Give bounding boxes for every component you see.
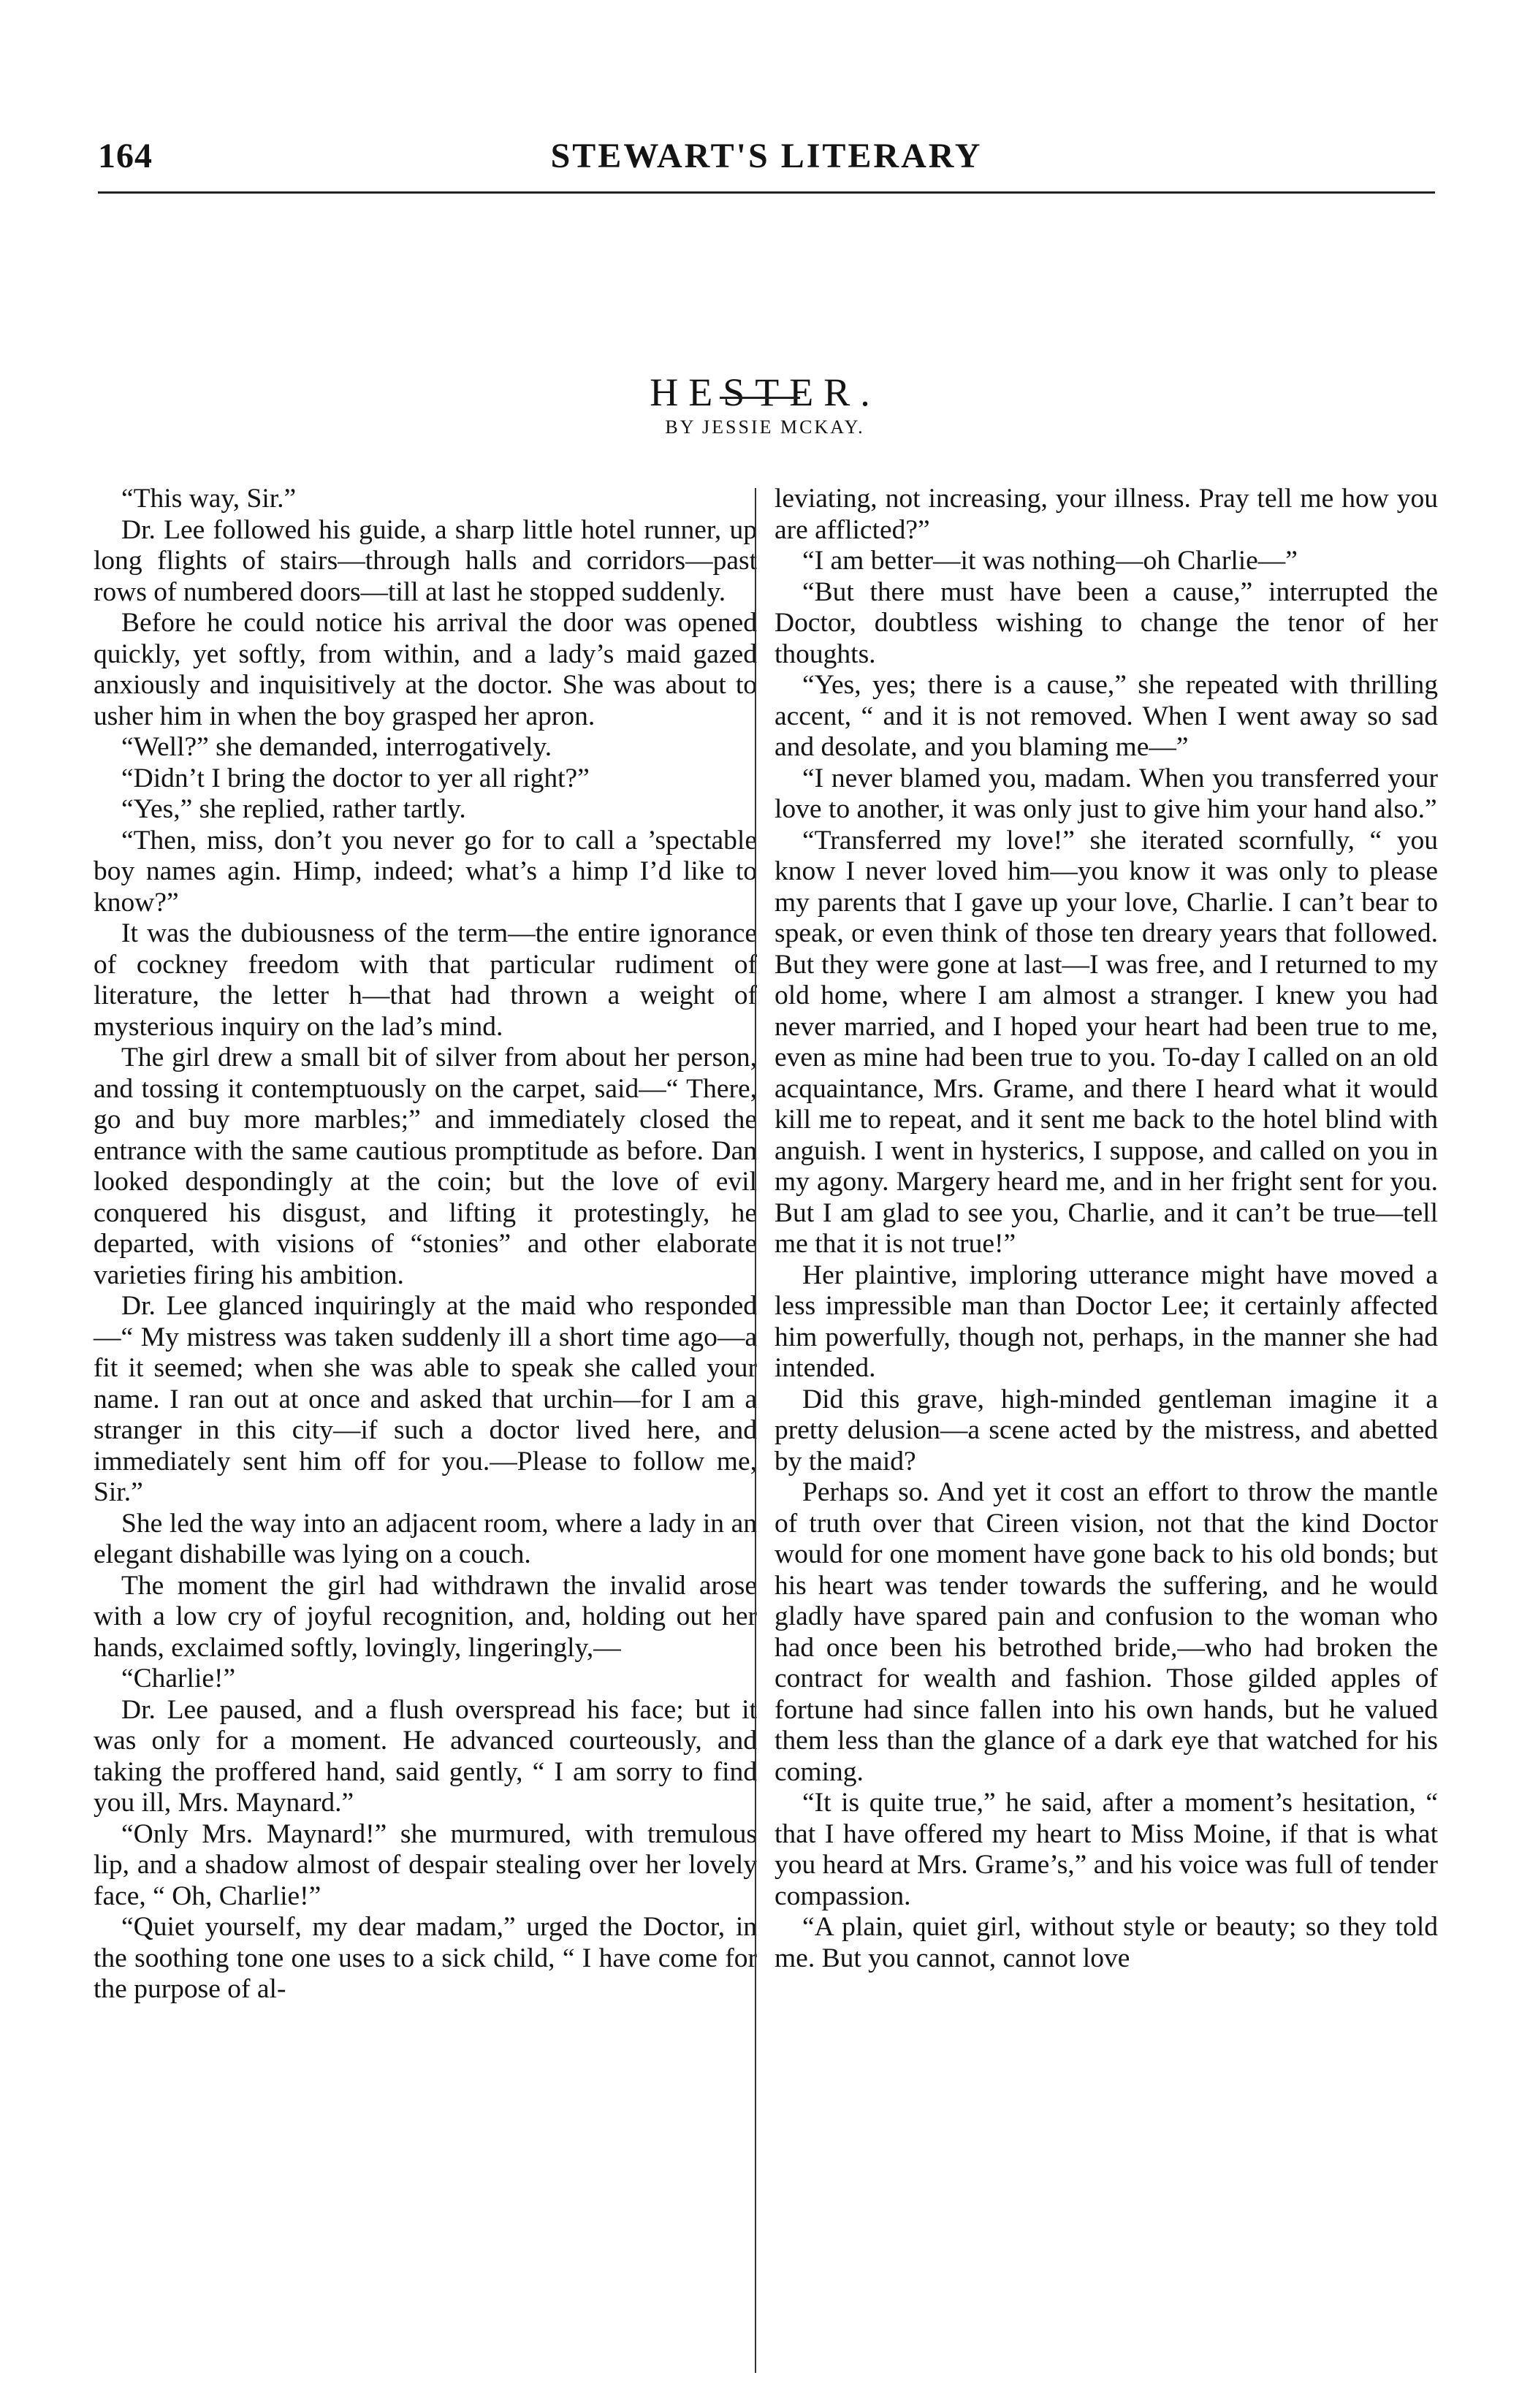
paragraph: Before he could notice his arrival the door was opened quickly, yet softly, from within, and a lady’s maid gazed anxiously and inquisitively at the doctor. She was about to usher him in when the boy grasped her apron.: [94, 608, 757, 731]
paragraph: Her plaintive, imploring utterance might have moved a less impressible man than Doctor Lee; it certainly affected him powerfully, though not, perhaps, in the manner she had intended.: [774, 1260, 1438, 1383]
running-head: [98, 130, 1435, 181]
paragraph: Dr. Lee glanced inquiringly at the maid who responded—“ My mistress was taken suddenly ill a short time ago—a fit it seemed; when she was able to speak she called your name. I ran out at once and asked that urchin—for I am a stranger in this city—if such a doctor lived here, and immediately sent him off for you.—Please to follow me, Sir.”: [94, 1291, 757, 1507]
paragraph: The girl drew a small bit of silver from about her person, and tossing it contemptuously on the carpet, said—“ There, go and buy more marbles;” and immediately closed the entrance with the same cautious promptitude as before. Dan looked despondingly at the coin; but the love of evil conquered his disgust, and lifting it protestingly, he departed, with visions of “stonies” and other elaborate varieties firing his ambition.: [94, 1043, 757, 1290]
paragraph: “It is quite true,” he said, after a moment’s hesitation, “ that I have offered my heart to Miss Moine, if that is what you heard at Mrs. Grame’s,” and his voice was full of tender compassion.: [774, 1788, 1438, 1911]
paragraph: “Yes, yes; there is a cause,” she repeated with thrilling accent, “ and it is not removed. When I went away so sad and desolate, and you blaming me—”: [774, 670, 1438, 762]
column-divider: [755, 488, 756, 2373]
paragraph: “Then, miss, don’t you never go for to call a ’spectable boy names agin. Himp, indeed; what’s a himp I’d like to know?”: [94, 825, 757, 918]
paragraph: “Only Mrs. Maynard!” she murmured, with tremulous lip, and a shadow almost of despair stealing over her lovely face, “ Oh, Charlie!”: [94, 1818, 757, 1911]
paragraph: Did this grave, high-minded gentleman imagine it a pretty delusion—a scene acted by the mistress, and abetted by the maid?: [774, 1384, 1438, 1477]
title-rule: [720, 397, 800, 399]
paragraph: “Well?” she demanded, interrogatively.: [121, 732, 552, 762]
header-rule: [98, 191, 1435, 194]
paragraph: “This way, Sir.”: [121, 484, 297, 514]
paragraph: Perhaps so. And yet it cost an effort to throw the mantle of truth over that Cireen vision, not that the kind Doctor would for one moment have gone back to his old bonds; but his heart was tender towards the suffering, and he would gladly have spared pain and confusion to the woman who had once been his betrothed bride,—who had broken the contract for wealth and fashion. Those gilded apples of fortune had since fallen into his own hands, but he valued them less than the glance of a dark eye that watched for his coming.: [774, 1477, 1438, 1787]
paragraph: “But there must have been a cause,” interrupted the Doctor, doubtless wishing to change the tenor of her thoughts.: [774, 576, 1438, 669]
paragraph: “Didn’t I bring the doctor to yer all right?”: [121, 763, 590, 793]
byline: BY JESSIE MCKAY.: [665, 416, 865, 438]
paragraph: It was the dubiousness of the term—the entire ignorance of cockney freedom with that particular rudiment of literature, the letter h—that had thrown a weight of mysterious inquiry on the lad’s mind.: [94, 918, 757, 1042]
journal-title: STEWART'S LITERARY: [550, 137, 983, 175]
left-column: [94, 484, 757, 2005]
paragraph: “Charlie!”: [121, 1664, 236, 1693]
story-title: HESTER.: [650, 370, 880, 415]
paragraph: The moment the girl had withdrawn the invalid arose with a low cry of joyful recognition, and, holding out her hands, exclaimed softly, lovingly, lingeringly,—: [94, 1570, 757, 1663]
paragraph: “I am better—it was nothing—oh Charlie—”: [802, 546, 1298, 576]
paragraph: “I never blamed you, madam. When you transferred your love to another, it was only just to give him your hand also.”: [774, 763, 1438, 824]
paragraph: “Quiet yourself, my dear madam,” urged the Doctor, in the soothing tone one uses to a sick child, “ I have come for the purpose of al-: [94, 1912, 757, 2004]
paragraph: Dr. Lee followed his guide, a sharp little hotel runner, up long flights of stairs—through halls and corridors—past rows of numbered doors—till at last he stopped suddenly.: [94, 514, 757, 607]
paragraph: “A plain, quiet girl, without style or beauty; so they told me. But you cannot, cannot love: [774, 1912, 1438, 1973]
page-number: 164: [98, 137, 153, 175]
paragraph: “Yes,” she replied, rather tartly.: [121, 794, 466, 824]
paragraph: “Transferred my love!” she iterated scornfully, “ you know I never loved him—you know it was only to please my parents that I gave up your love, Charlie. I can’t bear to speak, or even think of those ten dreary years that followed. But they were gone at last—I was free, and I returned to my old home, where I am almost a stranger. I knew you had never married, and I hoped your heart had been true to me, even as mine had been true to you. To-day I called on an old acquaintance, Mrs. Grame, and there I heard what it would kill me to repeat, and it sent me back to the hotel blind with anguish. I went in hysterics, I suppose, and called on you in my agony. Margery heard me, and in her fright sent for you. But I am glad to see you, Charlie, and it can’t be true—tell me that it is not true!”: [774, 825, 1438, 1259]
right-column: [774, 484, 1438, 1974]
paragraph-continued: leviating, not increasing, your illness. Pray tell me how you are afflicted?”: [774, 484, 1438, 545]
paragraph: Dr. Lee paused, and a flush overspread his face; but it was only for a moment. He advanced courteously, and taking the proffered hand, said gently, “ I am sorry to find you ill, Mrs. Maynard.”: [94, 1694, 757, 1818]
paragraph: She led the way into an adjacent room, where a lady in an elegant dishabille was lying on a couch.: [94, 1508, 757, 1569]
